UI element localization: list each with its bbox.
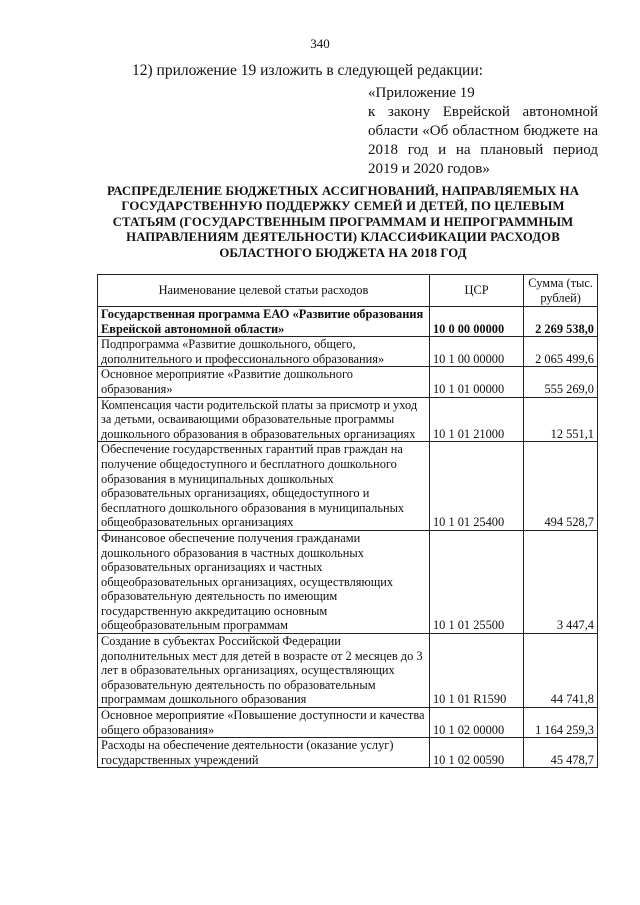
row-sum: 12 551,1 [524, 397, 598, 442]
row-name: Подпрограмма «Развитие дошкольного, общего, дополнительного и профессионального образования» [98, 337, 430, 367]
table-row [98, 367, 598, 397]
appendix-reference [368, 84, 598, 179]
row-code: 10 1 01 21000 [429, 397, 523, 442]
row-code: 10 0 00 00000 [429, 307, 523, 337]
row-name: Создание в субъектах Российской Федерации дополнительных мест для детей в возрасте от 2 месяцев до 3 лет в образовательных организациях, осуществляющих образовательную деятельность по образовательным программам дошкольного образования [98, 634, 430, 708]
row-code: 10 1 02 00590 [429, 738, 523, 768]
page-number: 340 [310, 36, 330, 51]
appendix-law-reference: к закону Еврейской автономной области «Об областном бюджете на 2018 год и на плановый период 2019 и 2020 годов» [368, 104, 598, 177]
table-row [98, 337, 598, 367]
row-name: Основное мероприятие «Повышение доступности и качества общего образования» [98, 708, 430, 738]
intro-text: 12) приложение 19 изложить в следующей редакции: [132, 62, 483, 79]
header-sum: Сумма (тыс. рублей) [524, 275, 598, 307]
row-sum: 2 269 538,0 [524, 307, 598, 337]
row-code: 10 1 02 00000 [429, 708, 523, 738]
row-code: 10 1 01 25400 [429, 442, 523, 531]
table-row [98, 634, 598, 708]
row-name: Обеспечение государственных гарантий прав граждан на получение общедоступного и бесплатного дошкольного образования в муниципальных дошкольных образовательных организациях, общедоступного и бесплатного дошкольного образования в муниципальных общеобразовательных организациях [98, 442, 430, 531]
row-sum: 555 269,0 [524, 367, 598, 397]
row-sum: 494 528,7 [524, 442, 598, 531]
appendix-title: «Приложение 19 [368, 85, 475, 101]
row-code: 10 1 01 00000 [429, 367, 523, 397]
header-code: ЦСР [429, 275, 523, 307]
table-row [98, 530, 598, 633]
row-sum: 44 741,8 [524, 634, 598, 708]
budget-allocation-table [97, 274, 598, 768]
row-name: Основное мероприятие «Развитие дошкольного образования» [98, 367, 430, 397]
table-row [98, 307, 598, 337]
row-code: 10 1 00 00000 [429, 337, 523, 367]
row-name: Финансовое обеспечение получения гражданами дошкольного образования в частных дошкольных образовательных организациях и частных общеобразовательных организациях, осуществляющих образовательную деятельность по имеющим государственную аккредитацию основным общеобразовательным программам [98, 530, 430, 633]
document-title: РАСПРЕДЕЛЕНИЕ БЮДЖЕТНЫХ АССИГНОВАНИЙ, НАПРАВЛЯЕМЫХ НА ГОСУДАРСТВЕННУЮ ПОДДЕРЖКУ СЕМЕЙ И ДЕТЕЙ, ПО ЦЕЛЕВЫМ СТАТЬЯМ (ГОСУДАРСТВЕННЫМ ПРОГРАММАМ И НЕПРОГРАММНЫМ НАПРАВЛЕНИЯМ ДЕЯТЕЛЬНОСТИ) КЛАССИФИКАЦИИ РАСХОДОВ ОБЛАСТНОГО БЮДЖЕТА НА 2018 ГОД [106, 184, 580, 260]
row-name: Государственная программа ЕАО «Развитие образования Еврейской автономной области» [98, 307, 430, 337]
table-row [98, 442, 598, 531]
table-row [98, 738, 598, 768]
row-name: Компенсация части родительской платы за присмотр и уход за детьми, осваивающими образовательные программы дошкольного образования в образовательных организациях [98, 397, 430, 442]
row-sum: 45 478,7 [524, 738, 598, 768]
row-sum: 2 065 499,6 [524, 337, 598, 367]
table-header-row [98, 275, 598, 307]
row-sum: 3 447,4 [524, 530, 598, 633]
table-row [98, 397, 598, 442]
row-sum: 1 164 259,3 [524, 708, 598, 738]
table-row [98, 708, 598, 738]
row-name: Расходы на обеспечение деятельности (оказание услуг) государственных учреждений [98, 738, 430, 768]
header-name: Наименование целевой статьи расходов [98, 275, 430, 307]
row-code: 10 1 01 25500 [429, 530, 523, 633]
row-code: 10 1 01 R1590 [429, 634, 523, 708]
